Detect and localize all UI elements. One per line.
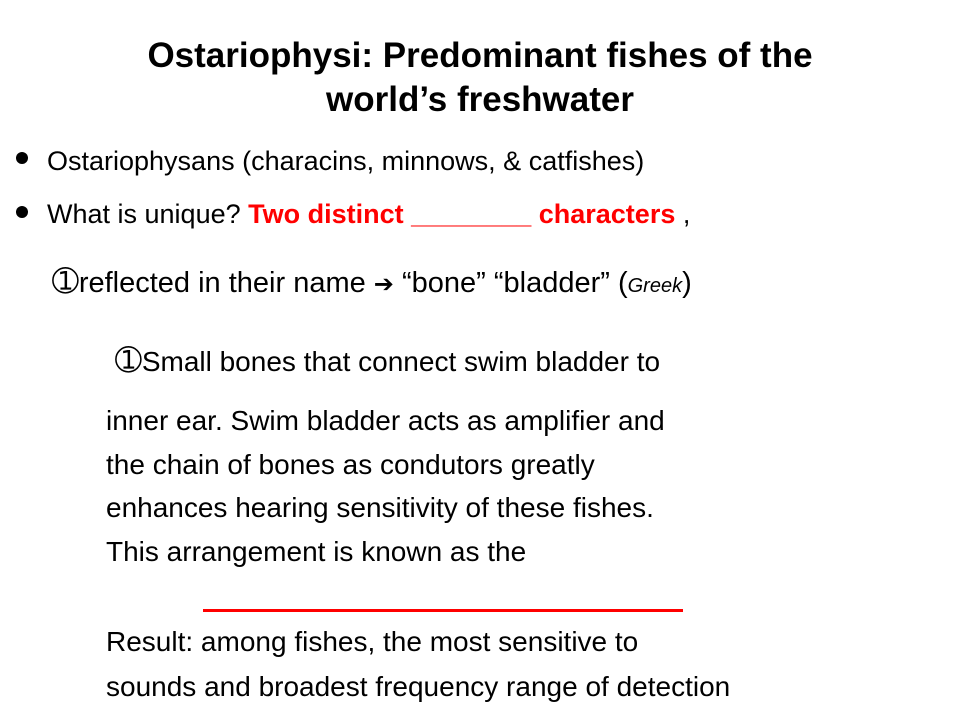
paragraph-line xyxy=(106,403,665,438)
result-line-2: sounds and broadest frequency range of detection xyxy=(106,671,731,702)
bullet-ostariophysans xyxy=(47,145,644,177)
subpoint-1-text-a: reflected in their name xyxy=(78,267,374,299)
paragraph-line-2: inner ear. Swim bladder acts as amplifier and xyxy=(106,405,665,436)
result-line xyxy=(106,669,730,704)
bullet-2-suffix: , xyxy=(675,199,691,229)
paragraph-line-5: This arrangement is known as the xyxy=(106,536,527,567)
paragraph-line-4: enhances hearing sensitivity of these fishes. xyxy=(106,492,654,523)
bullet-2-highlight: Two distinct ________ characters xyxy=(248,199,676,229)
answer-blank-underline xyxy=(203,609,683,612)
subpoint-1-greek: Greek xyxy=(627,275,683,297)
result-line-1: Result: among fishes, the most sensitive to xyxy=(106,626,639,657)
bullet-what-is-unique xyxy=(47,198,690,230)
bullet-dot-icon xyxy=(16,206,28,218)
paragraph-line xyxy=(106,490,654,525)
subpoint-small-bones xyxy=(115,343,660,379)
title-line-1: Ostariophysi: Predominant fishes of the xyxy=(147,36,813,75)
subpoint-1-text-b: “bone” “bladder” ( xyxy=(393,267,628,299)
right-arrow-icon: ➔ xyxy=(373,270,394,298)
bullet-2-prefix: What is unique? xyxy=(47,199,249,229)
circled-digit-one-icon: ➀ xyxy=(52,262,79,300)
bullet-dot-icon xyxy=(16,152,28,164)
title-line-2: world’s freshwater xyxy=(326,80,634,119)
subpoint-1-text-c: ) xyxy=(682,267,692,299)
paragraph-line-3: the chain of bones as condutors greatly xyxy=(106,449,595,480)
circled-digit-one-icon: ➀ xyxy=(115,341,142,379)
paragraph-line xyxy=(106,447,595,482)
bullet-1-text: Ostariophysans (characins, minnows, & catfishes) xyxy=(47,146,645,176)
result-line xyxy=(106,624,638,659)
paragraph-line-1: Small bones that connect swim bladder to xyxy=(141,346,661,377)
subpoint-name-origin xyxy=(52,264,692,303)
paragraph-line xyxy=(106,534,526,569)
slide-title xyxy=(40,34,920,122)
